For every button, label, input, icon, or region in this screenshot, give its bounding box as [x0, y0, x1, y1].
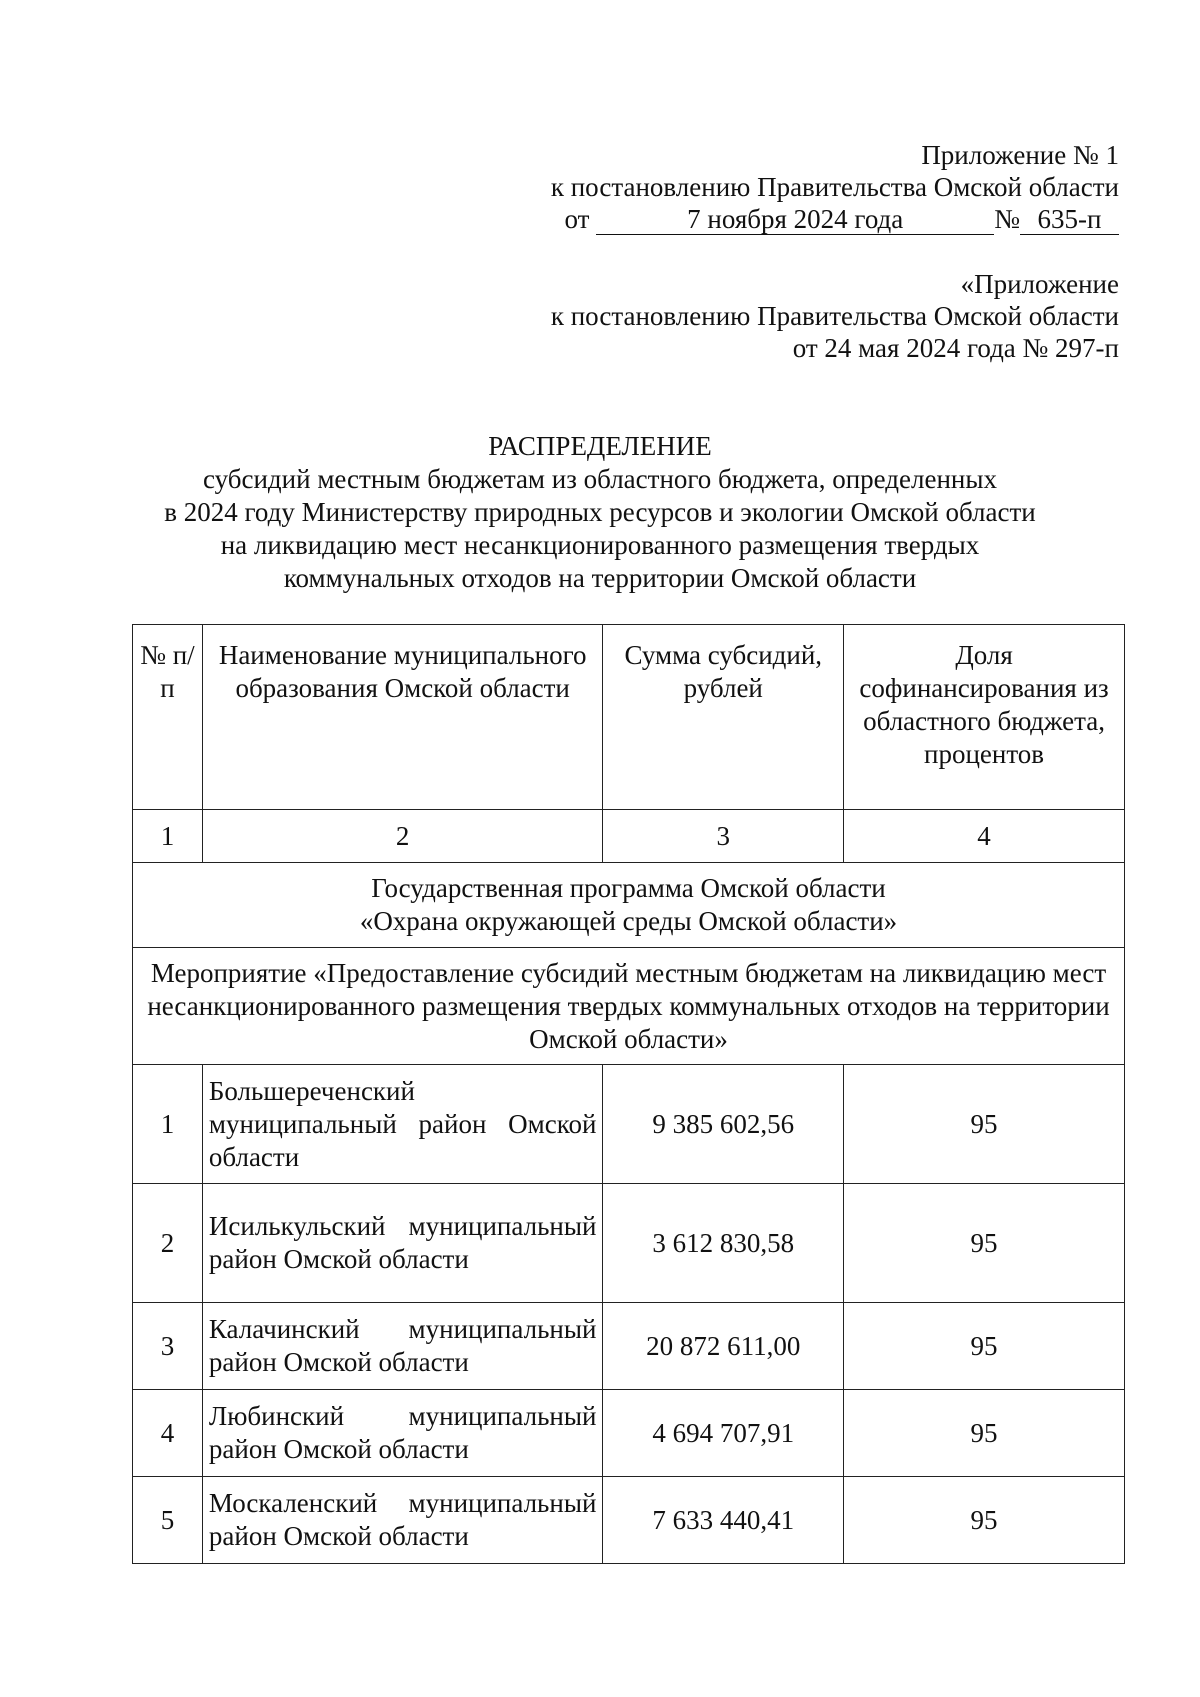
row-number: 1 [133, 1065, 203, 1184]
table-row [133, 1303, 1125, 1390]
original-appendix-title: «Приложение [960, 269, 1119, 299]
appendix-header [551, 139, 1119, 235]
subsidy-sum: 4 694 707,91 [603, 1390, 844, 1477]
subsidy-sum: 9 385 602,56 [603, 1065, 844, 1184]
number-prefix: № [994, 204, 1020, 234]
subsidy-sum: 20 872 611,00 [603, 1303, 844, 1390]
column-number: 4 [844, 810, 1125, 863]
table-row [133, 1065, 1125, 1184]
event-title: Мероприятие «Предоставление субсидий местным бюджетам на ликвидацию мест несанкционированного размещения твердых коммунальных отходов на территории Омской области» [133, 948, 1125, 1065]
resolution-reference: к постановлению Правительства Омской области [550, 172, 1119, 202]
column-number-row [133, 810, 1125, 863]
subsidy-sum: 3 612 830,58 [603, 1184, 844, 1303]
original-appendix-header [551, 268, 1119, 364]
column-number: 3 [603, 810, 844, 863]
original-resolution-date: от 24 мая 2024 года № 297-п [792, 333, 1119, 363]
resolution-date: 7 ноября 2024 года [596, 204, 994, 235]
resolution-number: 635-п [1020, 204, 1119, 235]
table-row [133, 1477, 1125, 1564]
subsidy-sum: 7 633 440,41 [603, 1477, 844, 1564]
row-number: 5 [133, 1477, 203, 1564]
column-header: Сумма субсидий, рублей [603, 625, 844, 810]
title-line: на ликвидацию мест несанкционированного размещения твердых [220, 530, 980, 560]
title-line: субсидий местным бюджетам из областного бюджета, определенных [202, 464, 998, 494]
column-header: № п/п [133, 625, 203, 810]
program-row [133, 863, 1125, 948]
row-number: 4 [133, 1390, 203, 1477]
table-header-row [133, 625, 1125, 810]
document-title [0, 430, 1200, 595]
event-row [133, 948, 1125, 1065]
table-row [133, 1184, 1125, 1303]
column-number: 1 [133, 810, 203, 863]
program-title: Государственная программа Омской области «Охрана окружающей среды Омской области» [133, 863, 1125, 948]
column-header: Наименование муниципального образования Омской области [202, 625, 603, 810]
municipality-name: Калачинский муниципальный район Омской области [202, 1303, 603, 1390]
row-number: 3 [133, 1303, 203, 1390]
cofinancing-share: 95 [844, 1065, 1125, 1184]
cofinancing-share: 95 [844, 1303, 1125, 1390]
appendix-title: Приложение № 1 [921, 140, 1119, 170]
column-header: Доля софинансирования из областного бюджета, процентов [844, 625, 1125, 810]
cofinancing-share: 95 [844, 1390, 1125, 1477]
municipality-name: Исилькульский муниципальный район Омской области [202, 1184, 603, 1303]
original-resolution-reference: к постановлению Правительства Омской области [550, 301, 1119, 331]
row-number: 2 [133, 1184, 203, 1303]
column-number: 2 [202, 810, 603, 863]
cofinancing-share: 95 [844, 1184, 1125, 1303]
date-prefix: от [564, 204, 590, 234]
title-heading: РАСПРЕДЕЛЕНИЕ [488, 431, 712, 461]
municipality-name: Большереченский муниципальный район Омской области [202, 1065, 603, 1184]
cofinancing-share: 95 [844, 1477, 1125, 1564]
distribution-table [132, 624, 1125, 1564]
municipality-name: Любинский муниципальный район Омской области [202, 1390, 603, 1477]
table-row [133, 1390, 1125, 1477]
resolution-date-line [551, 203, 1119, 235]
municipality-name: Москаленский муниципальный район Омской области [202, 1477, 603, 1564]
title-line: в 2024 году Министерству природных ресурсов и экологии Омской области [164, 497, 1036, 527]
title-line: коммунальных отходов на территории Омской области [283, 563, 917, 593]
